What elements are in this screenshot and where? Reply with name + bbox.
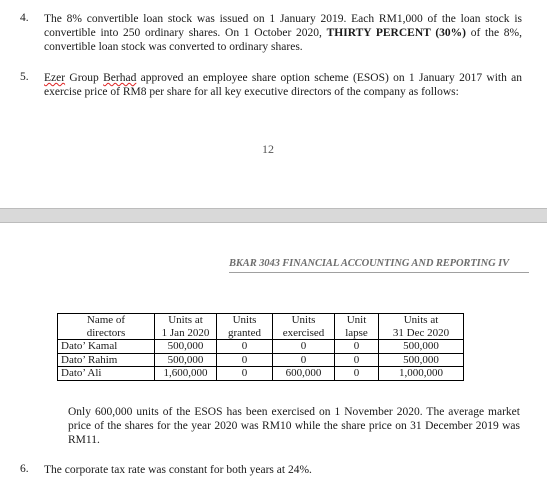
column-header: Units at 1 Jan 2020 <box>155 314 217 340</box>
table-cell: 0 <box>335 367 379 381</box>
running-header: BKAR 3043 FINANCIAL ACCOUNTING AND REPORTING IV <box>229 258 510 269</box>
table-cell: 600,000 <box>273 367 335 381</box>
table-cell: 0 <box>273 340 335 354</box>
table-row <box>58 340 464 354</box>
item-6-number: 6. <box>20 463 29 475</box>
spellcheck-word-ezer: Ezer <box>44 72 66 84</box>
page-break-gap <box>0 208 547 223</box>
table-header-row <box>58 314 464 340</box>
item-5-paragraph <box>44 71 522 99</box>
page-number: 12 <box>262 142 274 156</box>
item-4-text-after: of the 8%, convertible loan stock was converted to ordinary shares. <box>44 27 522 53</box>
item-4-bold-text: THIRTY PERCENT (30%) <box>326 27 466 39</box>
column-header: Name of directors <box>58 314 155 340</box>
column-header: Units exercised <box>273 314 335 340</box>
column-header: Unit lapse <box>335 314 379 340</box>
after-table-paragraph: Only 600,000 units of the ESOS has been exercised on 1 November 2020. The average market price of the shares for the year 2020 was RM10 while the share price on 31 December 2019 was RM11. <box>68 406 520 446</box>
table-cell: 0 <box>217 367 273 381</box>
item-6-text: The corporate tax rate was constant for both years at 24%. <box>44 464 312 476</box>
table-cell: 1,600,000 <box>155 367 217 381</box>
table-cell: 0 <box>217 340 273 354</box>
table-cell: Dato’ Ali <box>58 367 155 381</box>
table-cell: 500,000 <box>155 340 217 354</box>
table-row <box>58 367 464 381</box>
table-cell: Dato’ Rahim <box>58 353 155 367</box>
header-divider <box>229 272 529 273</box>
table-cell: 0 <box>217 353 273 367</box>
item-4-text-before: The 8% convertible loan stock was issued on 1 January 2019. Each RM1,000 of the loan stock is convertible into 250 ordinary shares. On 1 October 2020, <box>44 13 522 39</box>
table-cell: 500,000 <box>155 353 217 367</box>
item-5-text: approved an employee share option scheme (ESOS) on 1 January 2017 with an exercise price of RM8 per share for all key executive directors of the company as follows: <box>44 72 523 98</box>
table-cell: 500,000 <box>379 353 464 367</box>
esos-table <box>57 313 464 381</box>
item-5-number: 5. <box>20 71 29 83</box>
table-cell: 0 <box>335 340 379 354</box>
table-cell: 500,000 <box>379 340 464 354</box>
item-5-mid-text: Group <box>65 72 104 84</box>
table-cell: 0 <box>335 353 379 367</box>
item-4-paragraph <box>44 12 522 54</box>
spellcheck-word-berhad: Berhad <box>103 72 137 84</box>
table-cell: 0 <box>273 353 335 367</box>
item-4-number: 4. <box>20 12 29 24</box>
table-cell: 1,000,000 <box>379 367 464 381</box>
table-cell: Dato’ Kamal <box>58 340 155 354</box>
column-header: Units granted <box>217 314 273 340</box>
table-row <box>58 353 464 367</box>
column-header: Units at 31 Dec 2020 <box>379 314 464 340</box>
